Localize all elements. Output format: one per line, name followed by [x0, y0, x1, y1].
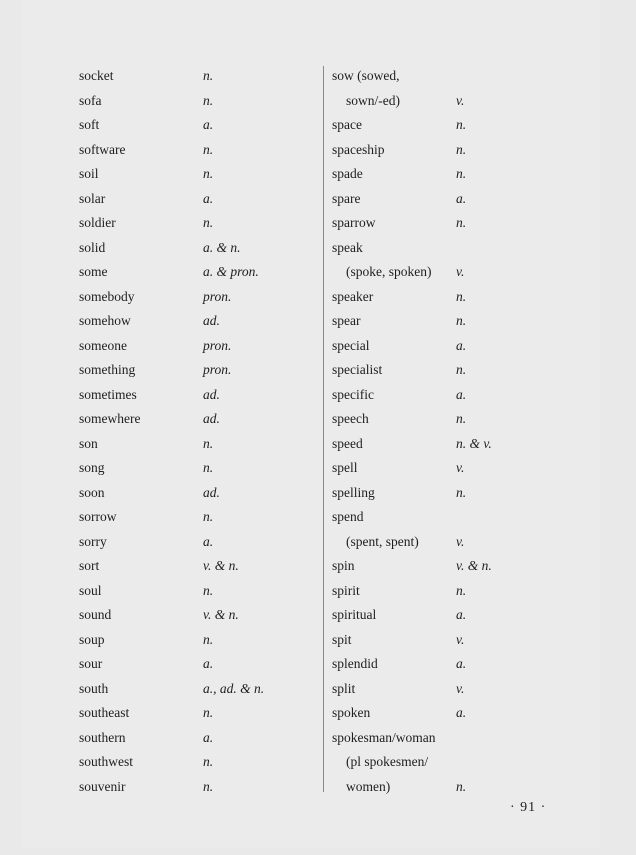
- word-entry: [79, 701, 319, 726]
- word-entry: [332, 750, 552, 775]
- right-word-column: [332, 64, 552, 799]
- part-of-speech: n.: [203, 754, 214, 769]
- word-entry: [79, 89, 319, 114]
- headword: spoken: [332, 705, 371, 720]
- part-of-speech: v.: [456, 533, 465, 549]
- part-of-speech: n.: [203, 435, 214, 451]
- part-of-speech: a.: [456, 656, 467, 671]
- word-entry: [332, 64, 552, 89]
- word-entry: [332, 285, 552, 310]
- word-entry: [79, 334, 319, 359]
- headword: special: [332, 337, 370, 353]
- part-of-speech: n.: [456, 411, 467, 426]
- headword: soon: [79, 484, 105, 500]
- word-entry: [332, 726, 552, 751]
- word-entry: [332, 530, 552, 555]
- part-of-speech: a.: [203, 190, 214, 206]
- word-entry: [332, 554, 552, 579]
- word-entry: [79, 383, 319, 408]
- part-of-speech: n.: [456, 288, 467, 304]
- word-entry: [79, 432, 319, 457]
- part-of-speech: ad.: [203, 386, 220, 402]
- headword: spare: [332, 190, 361, 206]
- headword: soul: [79, 582, 102, 598]
- word-entry: [332, 481, 552, 506]
- word-entry: [332, 358, 552, 383]
- word-entry: [332, 162, 552, 187]
- word-entry: [332, 407, 552, 432]
- word-entry: [332, 113, 552, 138]
- headword: sort: [79, 558, 100, 573]
- part-of-speech: n. & v.: [456, 435, 492, 451]
- part-of-speech: v. & n.: [203, 607, 239, 622]
- word-entry: [79, 211, 319, 236]
- word-entry: [79, 138, 319, 163]
- word-entry: [332, 260, 552, 285]
- part-of-speech: n.: [456, 215, 467, 230]
- word-entry: [79, 113, 319, 138]
- part-of-speech: v. & n.: [456, 558, 492, 573]
- word-entry: [332, 383, 552, 408]
- headword: somewhere: [79, 411, 141, 426]
- headword: spirit: [332, 582, 360, 598]
- part-of-speech: a.: [456, 607, 467, 622]
- part-of-speech: ad.: [203, 484, 220, 500]
- headword: spin: [332, 558, 355, 573]
- left-word-column: [79, 64, 319, 799]
- word-entry: [79, 652, 319, 677]
- word-entry: [79, 162, 319, 187]
- part-of-speech: n.: [456, 484, 467, 500]
- headword: speed: [332, 435, 363, 451]
- word-entry: [332, 579, 552, 604]
- headword: socket: [79, 68, 114, 83]
- word-entry: [332, 701, 552, 726]
- headword: son: [79, 435, 98, 451]
- headword: speech: [332, 411, 369, 426]
- part-of-speech: n.: [456, 582, 467, 598]
- word-entry: [79, 64, 319, 89]
- word-entry: [79, 726, 319, 751]
- word-entry: [79, 579, 319, 604]
- part-of-speech: n.: [203, 509, 214, 524]
- word-entry: [332, 775, 552, 800]
- headword: sometimes: [79, 386, 137, 402]
- headword: software: [79, 141, 126, 157]
- word-entry: [332, 456, 552, 481]
- part-of-speech: n.: [203, 582, 214, 598]
- headword: speak: [332, 239, 363, 255]
- page-number: · 91 ·: [510, 800, 547, 815]
- part-of-speech: a.: [203, 656, 214, 671]
- part-of-speech: a., ad. & n.: [203, 680, 265, 696]
- headword: soldier: [79, 215, 116, 230]
- headword: (spent, spent): [346, 533, 419, 549]
- word-entry: [332, 652, 552, 677]
- word-entry: [79, 187, 319, 212]
- part-of-speech: v.: [456, 92, 465, 108]
- word-entry: [79, 260, 319, 285]
- part-of-speech: n.: [203, 705, 214, 720]
- headword: soil: [79, 166, 99, 181]
- headword: spiritual: [332, 607, 377, 622]
- headword: spokesman/woman: [332, 729, 436, 745]
- word-entry: [332, 334, 552, 359]
- part-of-speech: pron.: [203, 362, 232, 377]
- part-of-speech: v.: [456, 631, 465, 647]
- part-of-speech: a.: [456, 190, 467, 206]
- part-of-speech: n.: [456, 141, 467, 157]
- headword: (spoke, spoken): [346, 264, 432, 279]
- word-entry: [79, 505, 319, 530]
- part-of-speech: n.: [203, 215, 214, 230]
- part-of-speech: n.: [456, 313, 467, 328]
- part-of-speech: a.: [203, 533, 214, 549]
- word-entry: [79, 407, 319, 432]
- part-of-speech: n.: [203, 778, 214, 794]
- headword: souvenir: [79, 778, 126, 794]
- headword: specific: [332, 386, 374, 402]
- part-of-speech: a. & pron.: [203, 264, 259, 279]
- headword: (pl spokesmen/: [346, 754, 429, 769]
- headword: someone: [79, 337, 127, 353]
- headword: speaker: [332, 288, 374, 304]
- word-entry: [79, 775, 319, 800]
- headword: southwest: [79, 754, 133, 769]
- headword: south: [79, 680, 109, 696]
- word-entry: [79, 530, 319, 555]
- word-entry: [332, 603, 552, 628]
- headword: sown/-ed): [346, 92, 400, 108]
- part-of-speech: n.: [456, 166, 467, 181]
- word-entry: [332, 309, 552, 334]
- headword: sparrow: [332, 215, 376, 230]
- part-of-speech: n.: [203, 460, 214, 475]
- part-of-speech: pron.: [203, 288, 232, 304]
- part-of-speech: v.: [456, 680, 465, 696]
- part-of-speech: ad.: [203, 411, 220, 426]
- headword: spell: [332, 460, 358, 475]
- word-entry: [332, 138, 552, 163]
- headword: something: [79, 362, 136, 377]
- part-of-speech: ad.: [203, 313, 220, 328]
- word-entry: [332, 677, 552, 702]
- word-entry: [332, 628, 552, 653]
- word-entry: [79, 481, 319, 506]
- headword: sofa: [79, 92, 102, 108]
- part-of-speech: a. & n.: [203, 239, 241, 255]
- part-of-speech: pron.: [203, 337, 232, 353]
- headword: somebody: [79, 288, 135, 304]
- headword: spelling: [332, 484, 375, 500]
- headword: space: [332, 117, 362, 132]
- headword: soup: [79, 631, 105, 647]
- part-of-speech: a.: [456, 386, 467, 402]
- word-entry: [332, 187, 552, 212]
- headword: spade: [332, 166, 363, 181]
- headword: sow (sowed,: [332, 68, 400, 83]
- word-entry: [332, 236, 552, 261]
- part-of-speech: n.: [203, 166, 214, 181]
- headword: southeast: [79, 705, 130, 720]
- word-entry: [332, 211, 552, 236]
- word-entry: [79, 628, 319, 653]
- part-of-speech: a.: [456, 705, 467, 720]
- headword: spend: [332, 509, 364, 524]
- part-of-speech: n.: [456, 362, 467, 377]
- part-of-speech: n.: [203, 141, 214, 157]
- part-of-speech: n.: [456, 778, 467, 794]
- headword: southern: [79, 729, 126, 745]
- headword: somehow: [79, 313, 131, 328]
- headword: some: [79, 264, 108, 279]
- headword: spear: [332, 313, 361, 328]
- headword: sound: [79, 607, 112, 622]
- word-entry: [79, 358, 319, 383]
- part-of-speech: v. & n.: [203, 558, 239, 573]
- headword: splendid: [332, 656, 378, 671]
- headword: solar: [79, 190, 106, 206]
- part-of-speech: n.: [456, 117, 467, 132]
- headword: sorrow: [79, 509, 117, 524]
- word-entry: [332, 432, 552, 457]
- headword: women): [346, 778, 391, 794]
- part-of-speech: a.: [456, 337, 467, 353]
- headword: split: [332, 680, 356, 696]
- part-of-speech: a.: [203, 729, 214, 745]
- headword: spit: [332, 631, 352, 647]
- word-entry: [79, 456, 319, 481]
- headword: song: [79, 460, 105, 475]
- headword: solid: [79, 239, 106, 255]
- headword: sour: [79, 656, 103, 671]
- word-entry: [79, 554, 319, 579]
- word-entry: [79, 236, 319, 261]
- word-entry: [79, 677, 319, 702]
- word-entry: [79, 603, 319, 628]
- word-entry: [79, 285, 319, 310]
- headword: soft: [79, 117, 100, 132]
- word-entry: [79, 750, 319, 775]
- part-of-speech: n.: [203, 92, 214, 108]
- word-entry: [79, 309, 319, 334]
- word-entry: [332, 505, 552, 530]
- part-of-speech: n.: [203, 631, 214, 647]
- column-divider: [323, 66, 324, 792]
- headword: sorry: [79, 533, 107, 549]
- part-of-speech: v.: [456, 460, 465, 475]
- headword: spaceship: [332, 141, 385, 157]
- part-of-speech: v.: [456, 264, 465, 279]
- headword: specialist: [332, 362, 383, 377]
- part-of-speech: n.: [203, 68, 214, 83]
- part-of-speech: a.: [203, 117, 214, 132]
- word-entry: [332, 89, 552, 114]
